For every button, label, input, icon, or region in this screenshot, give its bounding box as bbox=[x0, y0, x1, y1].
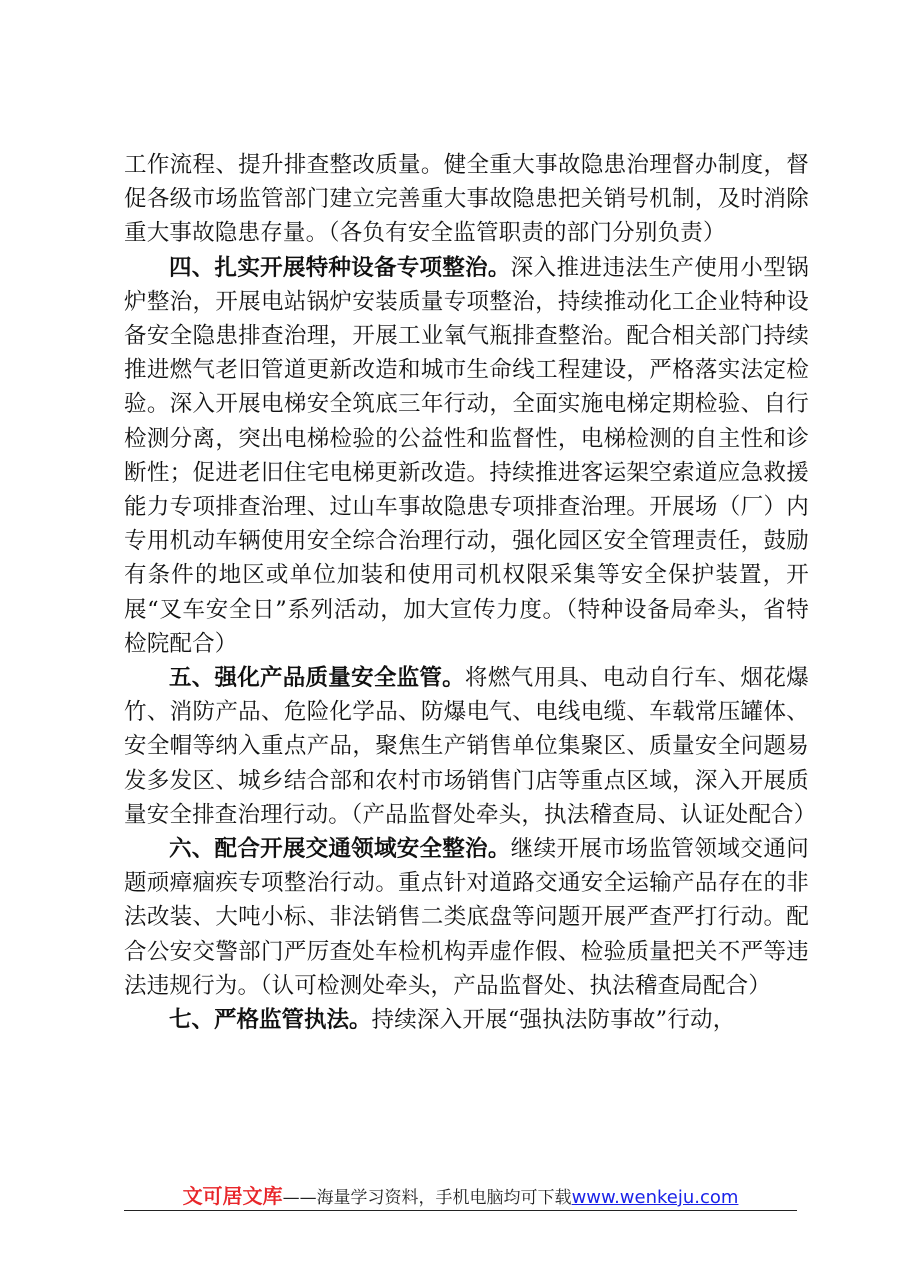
section-heading: 六、配合开展交通领域安全整治。 bbox=[169, 836, 511, 863]
paragraph-text: 将燃气用具、电动自行车、烟花爆竹、消防产品、危险化学品、防爆电气、电线电缆、车载常压罐体、安全帽等纳入重点产品，聚焦生产销售单位集聚区、质量安全问题易发多发区、城乡结合部和农村市场销售门店等重点区域，深入开展质量安全排查治理行动。（产品监督处牵头，执法稽查局、认证处配合） bbox=[124, 665, 817, 828]
document-body bbox=[124, 148, 817, 1037]
page-footer bbox=[124, 1180, 797, 1212]
paragraph-section-7 bbox=[124, 1003, 809, 1037]
section-heading: 四、扎实开展特种设备专项整治。 bbox=[169, 254, 511, 281]
paragraph-section-4 bbox=[124, 251, 809, 661]
footer-brand: 文可居文库 bbox=[182, 1184, 283, 1208]
footer-website-link[interactable]: www.wenkeju.com bbox=[571, 1187, 739, 1208]
footer-slogan: ——海量学习资料，手机电脑均可下载 bbox=[282, 1188, 572, 1208]
paragraph-text: 工作流程、提升排查整改质量。健全重大事故隐患治理督办制度，督促各级市场监管部门建立完善重大事故隐患把关销号机制，及时消除重大事故隐患存量。（各负有安全监管职责的部门分别负责） bbox=[124, 152, 809, 247]
footer-divider bbox=[124, 1210, 797, 1211]
paragraph-text: 深入推进违法生产使用小型锅炉整治，开展电站锅炉安装质量专项整治，持续推动化工企业特种设备安全隐患排查治理，开展工业氧气瓶排查整治。配合相关部门持续推进燃气老旧管道更新改造和城市生命线工程建设，严格落实法定检验。深入开展电梯安全筑底三年行动，全面实施电梯定期检验、自行检测分离，突出电梯检验的公益性和监督性，电梯检测的自主性和诊断性；促进老旧住宅电梯更新改造。持续推进客运架空索道应急救援能力专项排查治理、过山车事故隐患专项排查治理。开展场（厂）内专用机动车辆使用安全综合治理行动，强化园区安全管理责任，鼓励有条件的地区或单位加装和使用司机权限采集等安全保护装置，开展“叉车安全日”系列活动，加大宣传力度。（特种设备局牵头，省特检院配合） bbox=[124, 254, 809, 657]
section-heading: 七、严格监管执法。 bbox=[169, 1007, 372, 1034]
paragraph-text: 持续深入开展“强执法防事故”行动， bbox=[371, 1007, 736, 1034]
section-heading: 五、强化产品质量安全监管。 bbox=[169, 665, 465, 692]
paragraph-section-6 bbox=[124, 832, 809, 1003]
paragraph-continuation bbox=[124, 148, 809, 251]
paragraph-text: 继续开展市场监管领域交通问题顽瘴痼疾专项整治行动。重点针对道路交通安全运输产品存在的非法改装、大吨小标、非法销售二类底盘等问题开展严查严打行动。配合公安交警部门严厉查处车检机构弄虚作假、检验质量把关不严等违法违规行为。（认可检测处牵头，产品监督处、执法稽查局配合） bbox=[124, 836, 809, 999]
paragraph-section-5 bbox=[124, 661, 817, 832]
